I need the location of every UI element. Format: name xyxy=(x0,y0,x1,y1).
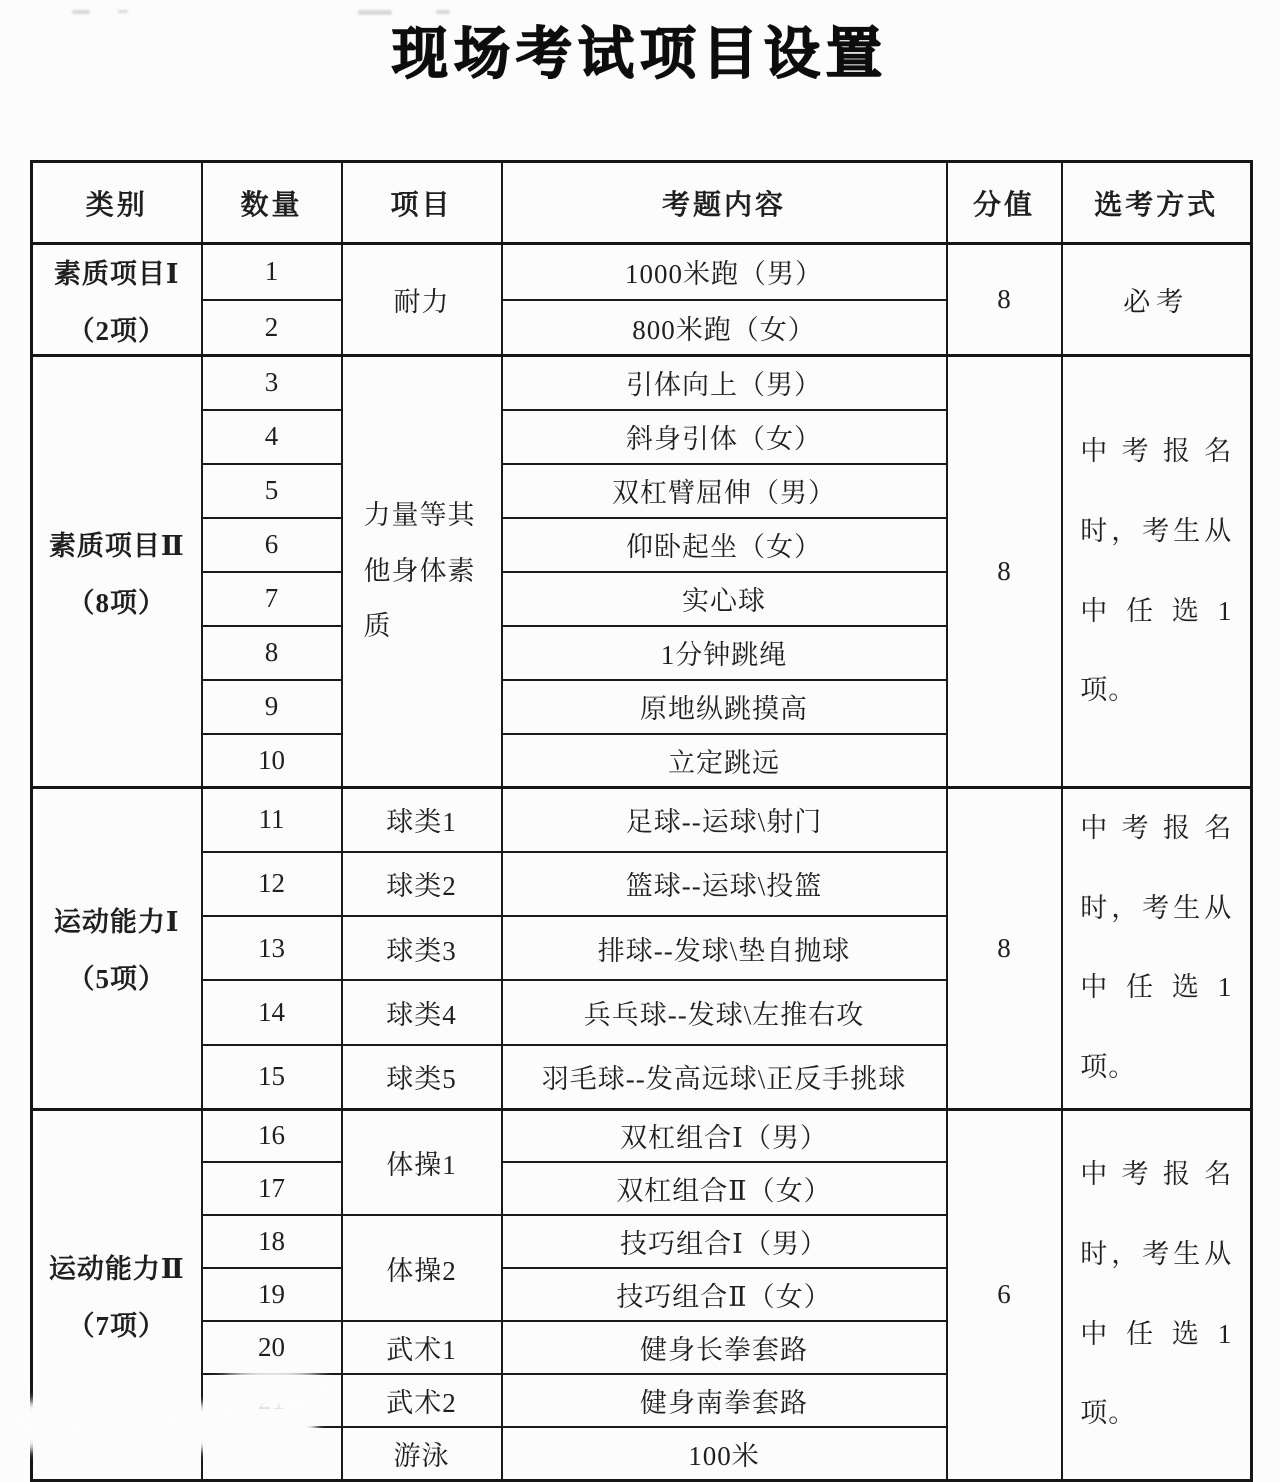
cell-content: 引体向上（男） xyxy=(502,356,947,410)
cell-item: 体操2 xyxy=(342,1215,502,1321)
cell-number: 17 xyxy=(202,1162,342,1215)
cell-score: 6 xyxy=(947,1109,1062,1480)
cell-number: 3 xyxy=(202,356,342,410)
scan-artifact xyxy=(118,10,128,13)
cell-method xyxy=(1062,1109,1252,1480)
cell-content: 1分钟跳绳 xyxy=(502,626,947,680)
category-name: 素质项目Ⅰ xyxy=(53,258,180,289)
cell-content: 立定跳远 xyxy=(502,734,947,788)
scan-artifact xyxy=(436,10,450,14)
cell-number: 1 xyxy=(202,244,342,300)
header-content: 考题内容 xyxy=(502,162,947,244)
category-count: （2项） xyxy=(67,315,166,346)
cell-score: 8 xyxy=(947,244,1062,356)
cell-content: 双杠组合Ⅰ（男） xyxy=(502,1109,947,1162)
cell-category xyxy=(32,356,202,788)
cell-content: 篮球--运球\投篮 xyxy=(502,852,947,916)
cell-item: 游泳 xyxy=(342,1427,502,1480)
header-item: 项目 xyxy=(342,162,502,244)
cell-number: 4 xyxy=(202,410,342,464)
cell-number: 5 xyxy=(202,464,342,518)
cell-content: 健身长拳套路 xyxy=(502,1321,947,1374)
cell-item xyxy=(342,356,502,788)
cell-content: 技巧组合Ⅰ（男） xyxy=(502,1215,947,1268)
header-number: 数量 xyxy=(202,162,342,244)
method-text: 中考报名时，考生从中任选1项。 xyxy=(1080,1159,1233,1429)
category-count: （8项） xyxy=(67,587,166,618)
cell-content: 1000米跑（男） xyxy=(502,244,947,300)
scan-artifact xyxy=(358,10,392,15)
cell-item: 耐力 xyxy=(342,244,502,356)
cell-number: 9 xyxy=(202,680,342,734)
method-text: 中考报名时，考生从中任选1项。 xyxy=(1080,436,1233,706)
cell-item: 武术2 xyxy=(342,1374,502,1427)
category-count: （5项） xyxy=(67,964,166,995)
cell-number: 19 xyxy=(202,1268,342,1321)
cell-content: 800米跑（女） xyxy=(502,300,947,356)
category-name: 运动能力Ⅰ xyxy=(53,907,180,938)
method-text: 必考 xyxy=(1123,287,1190,317)
table-row xyxy=(32,244,1252,300)
cell-method xyxy=(1062,788,1252,1110)
cell-content: 原地纵跳摸高 xyxy=(502,680,947,734)
table-row xyxy=(32,1109,1252,1162)
cell-content: 实心球 xyxy=(502,572,947,626)
cell-item: 球类5 xyxy=(342,1045,502,1109)
cell-number: 16 xyxy=(202,1109,342,1162)
cell-method xyxy=(1062,356,1252,788)
cell-category xyxy=(32,788,202,1110)
exam-items-table xyxy=(30,160,1253,1482)
cell-item: 球类4 xyxy=(342,980,502,1044)
header-score: 分值 xyxy=(947,162,1062,244)
table-row xyxy=(32,356,1252,410)
scan-artifact xyxy=(72,10,90,14)
cell-content: 斜身引体（女） xyxy=(502,410,947,464)
cell-content: 足球--运球\射门 xyxy=(502,788,947,852)
cell-number: 18 xyxy=(202,1215,342,1268)
category-name: 运动能力Ⅱ xyxy=(48,1253,185,1284)
category-count: （7项） xyxy=(67,1310,166,1341)
cell-content: 羽毛球--发高远球\正反手挑球 xyxy=(502,1045,947,1109)
cell-content: 兵乓球--发球\左推右攻 xyxy=(502,980,947,1044)
cell-number: 12 xyxy=(202,852,342,916)
erasure-smudge xyxy=(168,1405,240,1441)
cell-score: 8 xyxy=(947,356,1062,788)
table-header-row xyxy=(32,162,1252,244)
cell-number: 15 xyxy=(202,1045,342,1109)
cell-score: 8 xyxy=(947,788,1062,1110)
cell-number: 7 xyxy=(202,572,342,626)
table-row xyxy=(32,788,1252,852)
cell-number: 2 xyxy=(202,300,342,356)
cell-item: 武术1 xyxy=(342,1321,502,1374)
page-title: 现场考试项目设置 xyxy=(392,24,888,86)
cell-content: 双杠臂屈伸（男） xyxy=(502,464,947,518)
cell-content: 仰卧起坐（女） xyxy=(502,518,947,572)
cell-content: 健身南拳套路 xyxy=(502,1374,947,1427)
category-name: 素质项目Ⅱ xyxy=(48,530,185,561)
cell-content: 100米 xyxy=(502,1427,947,1480)
cell-number: 13 xyxy=(202,916,342,980)
method-text: 中考报名时，考生从中任选1项。 xyxy=(1080,813,1233,1082)
cell-number: 11 xyxy=(202,788,342,852)
cell-content: 排球--发球\垫自抛球 xyxy=(502,916,947,980)
cell-item: 球类1 xyxy=(342,788,502,852)
header-method: 选考方式 xyxy=(1062,162,1252,244)
cell-item: 体操1 xyxy=(342,1109,502,1215)
cell-number: 20 xyxy=(202,1321,342,1374)
erasure-smudge xyxy=(14,1398,94,1438)
cell-content: 技巧组合Ⅱ（女） xyxy=(502,1268,947,1321)
cell-number: 14 xyxy=(202,980,342,1044)
cell-category xyxy=(32,244,202,356)
item-text: 力量等其他身体素质 xyxy=(363,500,476,642)
cell-number: 6 xyxy=(202,518,342,572)
erasure-smudge xyxy=(215,1368,330,1412)
cell-number: 8 xyxy=(202,626,342,680)
cell-number: 10 xyxy=(202,734,342,788)
cell-item: 球类3 xyxy=(342,916,502,980)
cell-item: 球类2 xyxy=(342,852,502,916)
cell-content: 双杠组合Ⅱ（女） xyxy=(502,1162,947,1215)
header-category: 类别 xyxy=(32,162,202,244)
cell-method xyxy=(1062,244,1252,356)
